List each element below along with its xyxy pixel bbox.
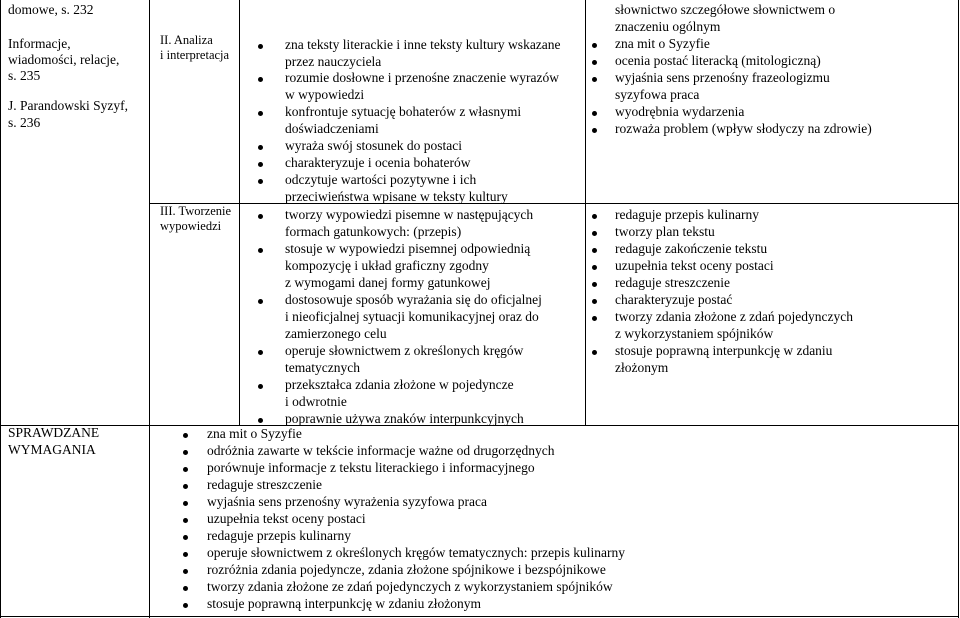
list-item: stosuje w wypowiedzi pisemnej odpowiednią <box>285 241 531 256</box>
list-item: porównuje informacje z tekstu literackiego i informacyjnego <box>207 460 535 475</box>
list-item: redaguje przepis kulinarny <box>615 207 759 222</box>
list-item: ocenia postać literacką (mitologiczną) <box>615 53 821 68</box>
bullet <box>183 518 188 523</box>
bullet <box>258 44 263 49</box>
source-text: Informacje, <box>8 36 71 51</box>
table-divider-col1 <box>149 0 150 618</box>
bullet <box>258 384 263 389</box>
bullet <box>258 248 263 253</box>
list-item: wyjaśnia sens przenośny frazeologizmu <box>615 70 830 85</box>
list-item: stosuje poprawną interpunkcję w zdaniu złożonym <box>207 596 482 611</box>
list-item: poprawnie używa znaków interpunkcyjnych <box>285 411 524 426</box>
bullet <box>592 316 597 321</box>
list-item: z wymogami danej formy gatunkowej <box>285 275 491 290</box>
bullet <box>592 60 597 65</box>
bullet <box>183 467 188 472</box>
bullet <box>258 111 263 116</box>
bullet <box>592 282 597 287</box>
list-item: rozważa problem (wpływ słodyczy na zdrowie) <box>615 121 872 136</box>
list-item: zna teksty literackie i inne teksty kultury wskazane <box>285 37 561 52</box>
list-item: odczytuje wartości pozytywne i ich <box>285 172 477 187</box>
source-text: domowe, s. 232 <box>8 2 94 17</box>
bullet <box>183 586 188 591</box>
list-item: formach gatunkowych: (przepis) <box>285 224 462 239</box>
list-item: wyraża swój stosunek do postaci <box>285 138 462 153</box>
list-item: słownictwo szczegółowe słownictwem o <box>615 2 836 17</box>
list-item: tworzy zdania złożone z zdań pojedynczych <box>615 309 854 324</box>
list-item: i odwrotnie <box>285 394 347 409</box>
bullet <box>592 214 597 219</box>
list-item: przeciwieństwa wpisane w teksty kultury <box>285 189 508 204</box>
source-text: wiadomości, relacje, <box>8 52 120 67</box>
bullet <box>592 265 597 270</box>
list-item: rozumie dosłowne i przenośne znaczenie wyrazów <box>285 70 560 85</box>
list-item: i nieoficjalnej sytuacji komunikacyjnej oraz do <box>285 309 539 324</box>
bullet <box>183 484 188 489</box>
list-item: charakteryzuje postać <box>615 292 733 307</box>
bullet <box>258 418 263 423</box>
list-item: zamierzonego celu <box>285 326 387 341</box>
list-item: operuje słownictwem z określonych kręgów <box>285 343 524 358</box>
list-item: tematycznych <box>285 360 360 375</box>
list-item: syzyfowa praca <box>615 87 700 102</box>
list-item: wyodrębnia wydarzenia <box>615 104 745 119</box>
bullet <box>183 433 188 438</box>
list-item: z wykorzystaniem spójników <box>615 326 774 341</box>
list-item: tworzy wypowiedzi pisemne w następujących <box>285 207 534 222</box>
list-item: doświadczeniami <box>285 121 379 136</box>
bullet <box>592 231 597 236</box>
bullet <box>592 350 597 355</box>
list-item: odróżnia zawarte w tekście informacje ważne od drugorzędnych <box>207 443 555 458</box>
list-item: znaczeniu ogólnym <box>615 19 721 34</box>
bullet <box>183 569 188 574</box>
bullet <box>258 350 263 355</box>
bullet <box>258 77 263 82</box>
list-item: stosuje poprawną interpunkcję w zdaniu <box>615 343 833 358</box>
bullet <box>183 552 188 557</box>
list-item: uzupełnia tekst oceny postaci <box>615 258 774 273</box>
list-item: dostosowuje sposób wyrażania się do oficjalnej <box>285 292 542 307</box>
list-item: tworzy plan tekstu <box>615 224 715 239</box>
source-text: J. Parandowski Syzyf, <box>8 98 128 113</box>
list-item: charakteryzuje i ocenia bohaterów <box>285 155 471 170</box>
list-item: przez nauczyciela <box>285 54 382 69</box>
bullet <box>592 128 597 133</box>
bullet <box>183 501 188 506</box>
list-item: kompozycję i układ graficzny zgodny <box>285 258 489 273</box>
bullet <box>592 299 597 304</box>
table-border-bottom <box>0 616 959 617</box>
bullet <box>592 248 597 253</box>
list-item: redaguje streszczenie <box>207 477 323 492</box>
list-item: zna mit o Syzyfie <box>615 36 710 51</box>
list-item: operuje słownictwem z określonych kręgów tematycznych: przepis kulinarny <box>207 545 625 560</box>
bullet <box>592 111 597 116</box>
bullet <box>592 77 597 82</box>
list-item: złożonym <box>615 360 669 375</box>
table-border-right <box>958 0 959 618</box>
table-border-left <box>0 0 1 618</box>
bullet <box>258 299 263 304</box>
list-item: redaguje przepis kulinarny <box>207 528 351 543</box>
list-item: konfrontuje sytuację bohaterów z własnymi <box>285 104 522 119</box>
table-divider-col2 <box>239 0 240 425</box>
bullet <box>183 450 188 455</box>
list-item: redaguje zakończenie tekstu <box>615 241 768 256</box>
list-item: tworzy zdania złożone ze zdań pojedynczych z wykorzystaniem spójników <box>207 579 613 594</box>
bullet <box>183 535 188 540</box>
source-text: s. 235 <box>8 68 41 83</box>
table-row-line-writing <box>149 203 959 204</box>
list-item: zna mit o Syzyfie <box>207 426 302 441</box>
list-item: w wypowiedzi <box>285 87 365 102</box>
list-item: uzupełnia tekst oceny postaci <box>207 511 366 526</box>
bullet <box>258 214 263 219</box>
list-item: rozróżnia zdania pojedyncze, zdania złożone spójnikowe i bezspójnikowe <box>207 562 606 577</box>
list-item: przekształca zdania złożone w pojedyncze <box>285 377 514 392</box>
bullet <box>258 145 263 150</box>
bullet <box>258 179 263 184</box>
bullet <box>183 603 188 608</box>
bullet <box>592 43 597 48</box>
list-item: wyjaśnia sens przenośny wyrażenia syzyfowa praca <box>207 494 488 509</box>
list-item: redaguje streszczenie <box>615 275 731 290</box>
source-text: s. 236 <box>8 115 41 130</box>
bullet <box>258 162 263 167</box>
table-divider-col3 <box>585 0 586 425</box>
